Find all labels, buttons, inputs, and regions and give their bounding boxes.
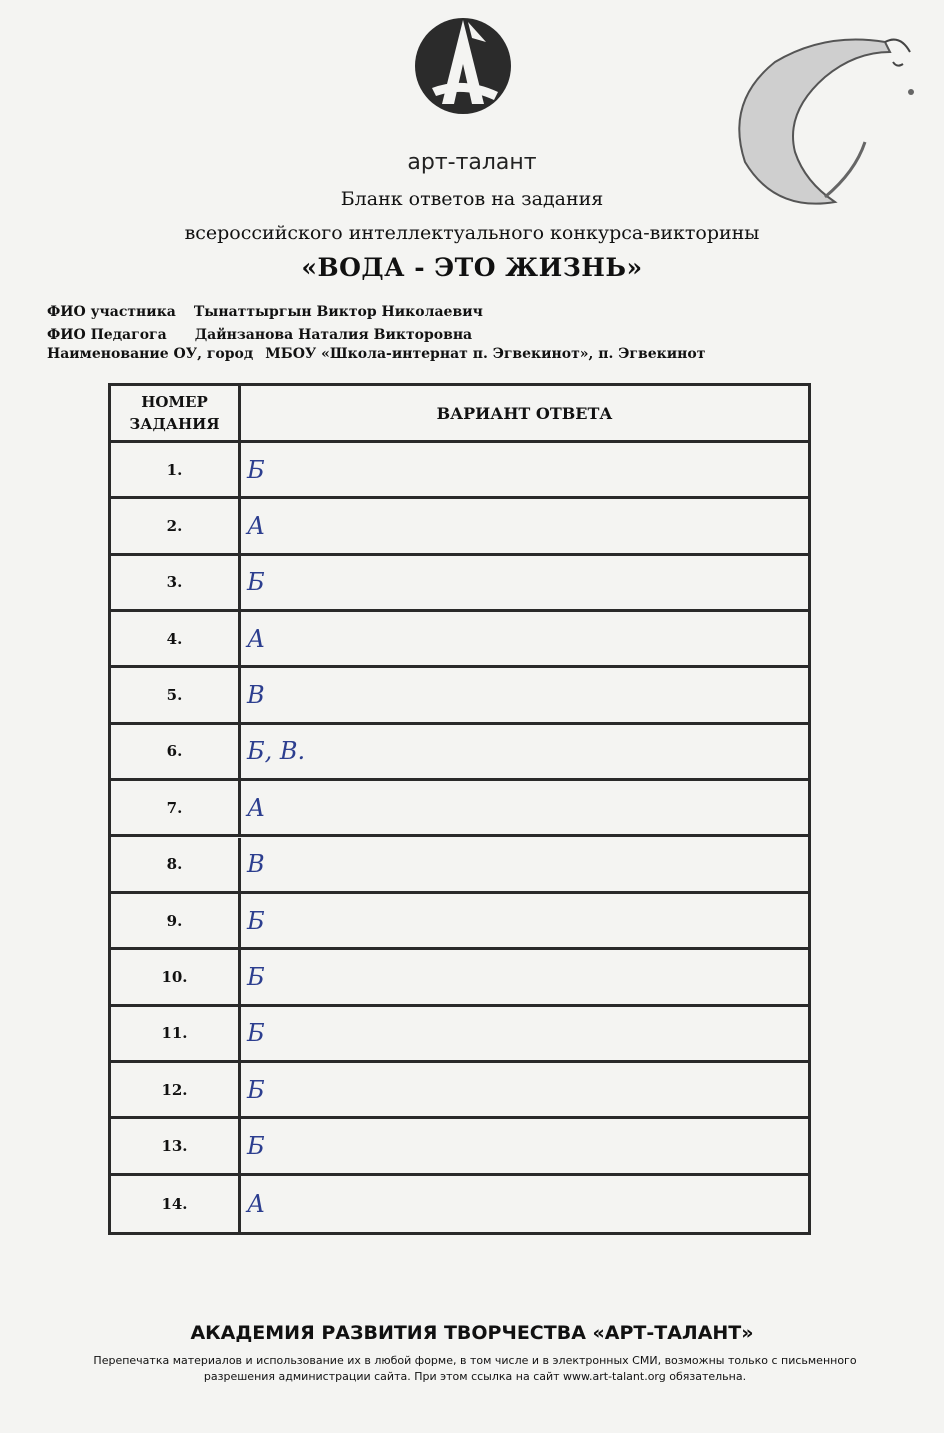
task-number: 11. (111, 1007, 241, 1060)
teacher-label: ФИО Педагога (47, 327, 167, 343)
task-number: 8. (111, 838, 241, 891)
table-row (111, 443, 808, 499)
table-row (111, 668, 808, 724)
form-title: Бланк ответов на задания (340, 188, 604, 210)
column-header-line2: ЗАДАНИЯ (129, 415, 220, 433)
handwritten-answer: Б (247, 568, 265, 597)
task-number: 5. (111, 668, 241, 721)
table-row (111, 1063, 808, 1119)
handwritten-answer: Б (247, 455, 265, 484)
teacher-line (47, 327, 472, 343)
table-row (111, 1176, 808, 1232)
task-number: 1. (111, 443, 241, 496)
school-line (47, 346, 705, 362)
table-header-row (111, 386, 808, 443)
footer-title: АКАДЕМИЯ РАЗВИТИЯ ТВОРЧЕСТВА «АРТ-ТАЛАНТ» (190, 1322, 754, 1344)
answers-table (108, 383, 811, 1235)
school-label: Наименование ОУ, город (47, 346, 254, 362)
task-number: 14. (111, 1176, 241, 1232)
school-value: МБОУ «Школа-интернат п. Эгвекинот», п. Эгвекинот (265, 346, 706, 362)
handwritten-answer: В (247, 681, 265, 710)
table-row (111, 725, 808, 781)
table-row (111, 838, 808, 894)
task-number: 6. (111, 725, 241, 778)
form-subtitle: всероссийского интеллектуального конкурса-викторины (184, 222, 760, 244)
table-row (111, 1007, 808, 1063)
table-row (111, 499, 808, 555)
column-header-answer: ВАРИАНТ ОТВЕТА (436, 403, 613, 423)
handwritten-answer: Б (247, 1075, 265, 1104)
handwritten-answer: Б, В. (247, 737, 306, 766)
handwritten-answer: Б (247, 962, 265, 991)
footer-note: Перепечатка материалов и использование их в любой форме, в том числе и в электронных СМИ, возможны только с письменного разрешения администрации сайта. При этом ссылка на сайт www.art-talant.org обязательна. (93, 1354, 857, 1383)
participant-line (47, 304, 483, 320)
handwritten-answer: Б (247, 906, 265, 935)
handwritten-answer: А (247, 512, 266, 541)
task-number: 4. (111, 612, 241, 665)
table-row (111, 612, 808, 668)
column-header-line1: НОМЕР (141, 393, 208, 411)
participant-value: Тынаттыргын Виктор Николаевич (193, 304, 483, 320)
task-number: 7. (111, 781, 241, 834)
handwritten-answer: В (247, 850, 265, 879)
task-number: 2. (111, 499, 241, 552)
table-row (111, 894, 808, 950)
table-row (111, 1119, 808, 1175)
handwritten-answer: А (247, 1189, 266, 1218)
teacher-value: Дайнзанова Наталия Викторовна (194, 327, 473, 343)
task-number: 13. (111, 1119, 241, 1172)
art-talant-logo (412, 12, 514, 140)
handwritten-answer: Б (247, 1019, 265, 1048)
contest-name: «ВОДА - ЭТО ЖИЗНЬ» (301, 253, 643, 282)
task-number: 10. (111, 950, 241, 1003)
table-row (111, 950, 808, 1006)
handwritten-answer: Б (247, 1131, 265, 1160)
table-row (111, 556, 808, 612)
task-number: 9. (111, 894, 241, 947)
task-number: 3. (111, 556, 241, 609)
column-header-task-number (111, 386, 241, 440)
table-row (111, 781, 808, 837)
handwritten-answer: А (247, 793, 266, 822)
participant-label: ФИО участника (47, 304, 176, 320)
task-number: 12. (111, 1063, 241, 1116)
handwritten-answer: А (247, 624, 266, 653)
brand-name: арт-талант (407, 150, 537, 175)
